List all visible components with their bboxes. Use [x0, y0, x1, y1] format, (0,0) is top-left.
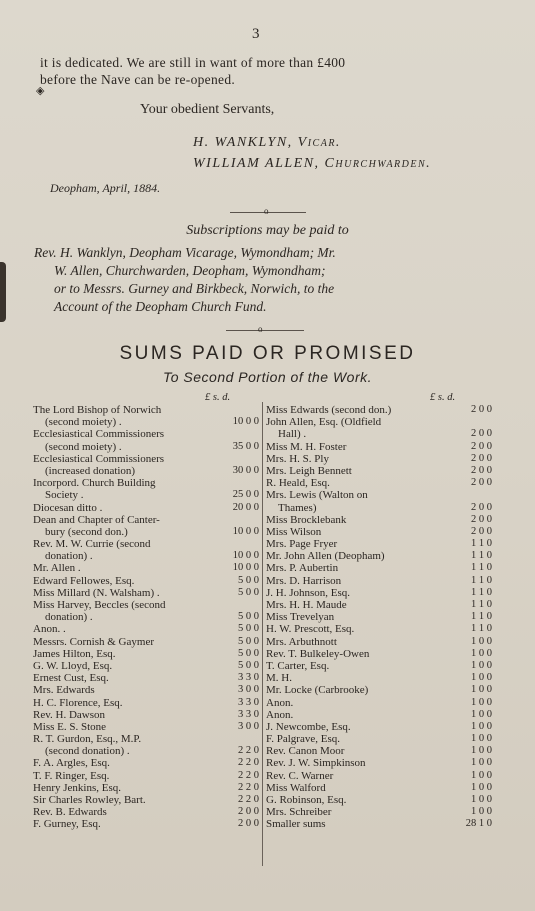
list-item — [33, 648, 261, 660]
list-item — [266, 562, 494, 574]
subscriber-name: G. Robinson, Esq. — [266, 794, 347, 806]
subscriber-name: Mrs. Arbuthnott — [266, 635, 337, 648]
subscriber-name: Miss Harvey, Beccles (second — [33, 599, 166, 611]
subscription-amount: 25 0 0 — [232, 489, 259, 501]
list-item — [33, 757, 261, 769]
subscription-amount: 2 2 0 — [238, 757, 259, 769]
list-item — [266, 745, 494, 757]
list-item — [266, 648, 494, 660]
subscription-amount: 3 3 0 — [238, 708, 259, 720]
subscription-amount: 2 0 0 — [238, 818, 259, 830]
signatory-churchwarden: WILLIAM ALLEN, Churchwarden. — [193, 156, 432, 171]
subscriber-name: F. Gurney, Esq. — [33, 818, 101, 831]
subscription-amount: 5 0 0 — [238, 586, 259, 598]
subscriber-name: Rev. J. W. Simpkinson — [266, 757, 366, 770]
subscriptions-line-3: W. Allen, Churchwarden, Deopham, Wymondham; — [54, 263, 326, 278]
subscriber-name: Anon. — [266, 708, 294, 721]
subscriber-name: Henry Jenkins, Esq. — [33, 781, 121, 794]
subscriber-name: Sir Charles Rowley, Bart. — [33, 794, 146, 806]
subscription-amount: 3 3 0 — [238, 672, 259, 684]
subscriber-name: donation) . — [45, 611, 93, 624]
subscription-amount: 5 0 0 — [238, 647, 259, 659]
subscriber-name: Mrs. Edwards — [33, 684, 95, 697]
subscription-amount: 10 0 0 — [232, 416, 259, 428]
subscriber-name: Ernest Cust, Esq. — [33, 672, 109, 685]
list-item — [33, 636, 261, 648]
subscription-amount: 2 0 0 — [238, 806, 259, 818]
subscriber-name: Ecclesiastical Commissioners — [33, 428, 165, 441]
list-item — [33, 538, 261, 550]
subscriber-name: Mrs. Leigh Bennett — [266, 464, 352, 477]
subscriber-name: J. H. Johnson, Esq. — [266, 586, 351, 599]
list-item — [266, 794, 494, 806]
divider-ornament-2: o — [258, 324, 263, 334]
list-item — [33, 514, 261, 526]
list-item — [266, 636, 494, 648]
section-heading: SUMS PAID OR PROMISED — [119, 343, 416, 364]
subscriber-name: bury (second don.) — [45, 525, 128, 538]
intro-line-2: before the Nave can be re-opened. — [40, 72, 236, 87]
subscriber-name: Mrs. H. S. Ply — [266, 452, 329, 465]
list-item — [266, 721, 494, 733]
closing-salutation: Your obedient Servants, — [140, 102, 275, 117]
subscriptions-line-5: Account of the Deopham Church Fund. — [54, 299, 267, 314]
subscriber-name: (second moiety) . — [45, 416, 122, 429]
subscription-amount: 2 2 0 — [238, 769, 259, 781]
list-item — [266, 441, 494, 453]
subscriber-name: Mr. Allen . — [33, 562, 81, 575]
subscriber-name: Rev. B. Edwards — [33, 806, 107, 819]
subscription-amount: 28 1 0 — [465, 818, 492, 830]
list-item — [33, 794, 261, 806]
subscriber-name: Messrs. Cornish & Gaymer — [33, 635, 154, 648]
list-item — [33, 489, 261, 501]
list-item — [266, 502, 494, 514]
subscription-amount: 10 0 0 — [232, 525, 259, 537]
subscriber-name: Miss E. S. Stone — [33, 720, 107, 733]
list-item — [266, 684, 494, 696]
list-item — [266, 660, 494, 672]
subscription-amount: 1 0 0 — [471, 757, 492, 769]
subscription-amount: 5 0 0 — [238, 635, 259, 647]
list-item — [33, 721, 261, 733]
subscriber-name: Diocesan ditto . — [33, 501, 103, 514]
subscriber-name: Miss Edwards (second don.) — [266, 404, 392, 416]
list-item — [266, 818, 494, 830]
list-item — [33, 770, 261, 782]
subscription-amount: 1 1 0 — [471, 562, 492, 574]
subscriber-name: Society . — [45, 489, 84, 502]
subscriber-name: T. Carter, Esq. — [266, 659, 330, 672]
subscription-amount: 1 0 0 — [471, 733, 492, 745]
subscription-amount: 1 1 0 — [471, 586, 492, 598]
list-item — [266, 575, 494, 587]
subscription-amount: 1 1 0 — [471, 599, 492, 610]
subscriber-name: R. Heald, Esq. — [266, 477, 330, 490]
subscription-amount: 2 0 0 — [471, 440, 492, 452]
intro-line-1: it is dedicated. We are still in want of more than £400 — [40, 55, 346, 70]
subscription-amount: 2 0 0 — [471, 464, 492, 476]
list-item — [266, 709, 494, 721]
right-subscriber-column — [266, 404, 494, 831]
subscriber-name: Mrs. Page Fryer — [266, 538, 338, 551]
subscription-amount: 5 0 0 — [238, 574, 259, 586]
list-item — [33, 587, 261, 599]
list-item — [266, 428, 494, 440]
subscription-amount: 2 2 0 — [238, 781, 259, 793]
subscriber-name: Rev. M. W. Currie (second — [33, 538, 151, 551]
list-item — [266, 623, 494, 635]
subscription-amount: 2 0 0 — [471, 513, 492, 525]
list-item — [266, 538, 494, 550]
subscription-amount: 35 0 0 — [232, 440, 259, 452]
list-item — [33, 526, 261, 538]
list-item — [266, 477, 494, 489]
list-item — [266, 733, 494, 745]
list-item — [33, 441, 261, 453]
subscriber-name: Mr. Locke (Carbrooke) — [266, 684, 369, 697]
subscriber-name: James Hilton, Esq. — [33, 647, 116, 660]
list-item — [33, 660, 261, 672]
list-item — [266, 770, 494, 782]
subscriber-name: G. W. Lloyd, Esq. — [33, 659, 113, 672]
subscriber-name: (second moiety) . — [45, 440, 122, 453]
subscription-amount: 2 2 0 — [238, 794, 259, 805]
list-item — [33, 782, 261, 794]
subscriber-name: Anon. . — [33, 623, 66, 636]
list-item — [266, 526, 494, 538]
subscriptions-line-2: Rev. H. Wanklyn, Deopham Vicarage, Wymondham; Mr. — [34, 245, 336, 260]
subscription-amount: 2 0 0 — [471, 404, 492, 415]
list-item — [266, 782, 494, 794]
subscriber-name: Miss M. H. Foster — [266, 440, 347, 453]
subscriber-name: Mrs. Schreiber — [266, 806, 332, 819]
subscriber-name: M. H. — [266, 672, 292, 685]
subscription-amount: 1 1 0 — [471, 623, 492, 635]
list-item — [33, 818, 261, 830]
list-item — [266, 453, 494, 465]
list-item — [266, 587, 494, 599]
divider-rule-2 — [226, 330, 304, 331]
list-item — [266, 599, 494, 611]
subscriber-name: Miss Trevelyan — [266, 611, 335, 624]
subscriber-name: Edward Fellowes, Esq. — [33, 574, 135, 587]
list-item — [33, 562, 261, 574]
subscriptions-line-4: or to Messrs. Gurney and Birkbeck, Norwich, to the — [54, 281, 335, 296]
subscriber-name: H. W. Prescott, Esq. — [266, 623, 355, 636]
list-item — [266, 404, 494, 416]
list-item — [33, 684, 261, 696]
subscription-amount: 1 0 0 — [471, 806, 492, 818]
subscription-amount: 1 0 0 — [471, 684, 492, 696]
subscriber-name: Anon. — [266, 696, 294, 709]
subscriber-name: Hall) . — [278, 428, 307, 441]
subscriber-name: H. C. Florence, Esq. — [33, 696, 123, 709]
subscriber-name: Miss Walford — [266, 781, 326, 794]
binding-edge — [0, 262, 6, 322]
subscription-amount: 2 0 0 — [471, 452, 492, 464]
list-item — [33, 416, 261, 428]
list-item — [33, 611, 261, 623]
list-item — [33, 672, 261, 684]
list-item — [266, 697, 494, 709]
list-item — [266, 416, 494, 428]
subscription-amount: 1 0 0 — [471, 781, 492, 793]
page-number: 3 — [252, 26, 260, 42]
list-item — [33, 453, 261, 465]
subscription-amount: 2 0 0 — [471, 428, 492, 440]
subscriber-name: Rev. C. Warner — [266, 769, 334, 782]
subscription-amount: 2 0 0 — [471, 525, 492, 537]
subscriber-name: T. F. Ringer, Esq. — [33, 769, 110, 782]
subscription-amount: 1 0 0 — [471, 659, 492, 671]
list-item — [33, 477, 261, 489]
list-item — [266, 550, 494, 562]
subscriber-name: John Allen, Esq. (Oldfield — [266, 416, 382, 429]
list-item — [33, 709, 261, 721]
subscription-amount: 1 0 0 — [471, 720, 492, 732]
subscriber-name: Dean and Chapter of Canter- — [33, 513, 160, 526]
list-item — [266, 672, 494, 684]
list-item — [266, 465, 494, 477]
subscription-amount: 3 0 0 — [238, 684, 259, 696]
subscription-amount: 3 0 0 — [238, 720, 259, 732]
subscription-amount: 2 2 0 — [238, 745, 259, 757]
subscriber-name: The Lord Bishop of Norwich — [33, 404, 162, 416]
subscription-amount: 1 1 0 — [471, 574, 492, 586]
list-item — [33, 599, 261, 611]
subscription-amount: 1 1 0 — [471, 611, 492, 623]
subscriber-name: Incorpord. Church Building — [33, 477, 156, 490]
list-item — [33, 697, 261, 709]
list-item — [33, 404, 261, 416]
subscription-amount: 3 3 0 — [238, 696, 259, 708]
left-subscriber-column — [33, 404, 261, 831]
list-item — [33, 623, 261, 635]
subscriber-name: Rev. T. Bulkeley-Owen — [266, 647, 370, 660]
subscriber-name: Ecclesiastical Commissioners — [33, 452, 165, 465]
ink-mark: ◈ — [36, 85, 45, 97]
subscriber-name: Mrs. Lewis (Walton on — [266, 489, 368, 502]
subscription-amount: 1 0 0 — [471, 708, 492, 720]
list-item — [33, 428, 261, 440]
subscriber-name: Miss Millard (N. Walsham) . — [33, 586, 160, 599]
subscriber-name: donation) . — [45, 550, 93, 563]
subscriber-name: Rev. Canon Moor — [266, 745, 345, 758]
subscription-amount: 1 0 0 — [471, 635, 492, 647]
subscriber-name: Rev. H. Dawson — [33, 708, 105, 721]
subscriber-name: Mr. John Allen (Deopham) — [266, 550, 385, 563]
currency-header-right: £ s. d. — [430, 392, 456, 403]
subscriber-name: Miss Brocklebank — [266, 513, 347, 526]
section-subheading: To Second Portion of the Work. — [162, 369, 373, 385]
list-item — [266, 806, 494, 818]
list-item — [266, 757, 494, 769]
subscription-amount: 1 0 0 — [471, 672, 492, 684]
subscription-amount: 10 0 0 — [232, 562, 259, 574]
column-divider — [262, 402, 263, 866]
subscriber-name: R. T. Gurdon, Esq., M.P. — [33, 733, 142, 746]
subscription-amount: 5 0 0 — [238, 611, 259, 623]
list-item — [266, 489, 494, 501]
subscriber-name: F. Palgrave, Esq. — [266, 733, 340, 746]
list-item — [266, 514, 494, 526]
subscription-amount: 1 1 0 — [471, 550, 492, 562]
subscriber-name: Mrs. H. H. Maude — [266, 599, 347, 611]
subscription-amount: 5 0 0 — [238, 623, 259, 635]
subscription-amount: 1 0 0 — [471, 794, 492, 805]
subscriber-name: Miss Wilson — [266, 525, 322, 538]
list-item — [33, 575, 261, 587]
subscriptions-title: Subscriptions may be paid to — [186, 223, 349, 238]
subscription-amount: 5 0 0 — [238, 659, 259, 671]
subscriber-name: F. A. Argles, Esq. — [33, 757, 110, 770]
list-item — [266, 611, 494, 623]
subscription-amount: 30 0 0 — [232, 464, 259, 476]
list-item — [33, 733, 261, 745]
subscription-amount: 1 0 0 — [471, 647, 492, 659]
list-item — [33, 806, 261, 818]
subscriber-name: Mrs. D. Harrison — [266, 574, 342, 587]
list-item — [33, 745, 261, 757]
currency-header-left: £ s. d. — [205, 392, 231, 403]
signatory-vicar: H. WANKLYN, Vicar. — [193, 135, 341, 150]
list-item — [33, 465, 261, 477]
subscription-amount: 1 0 0 — [471, 696, 492, 708]
subscriber-name: (increased donation) — [45, 464, 136, 477]
list-item — [33, 550, 261, 562]
subscriber-name: Mrs. P. Aubertin — [266, 562, 339, 575]
subscription-amount: 2 0 0 — [471, 501, 492, 513]
place-date: Deopham, April, 1884. — [50, 181, 161, 195]
list-item — [33, 502, 261, 514]
subscriber-name: Smaller sums — [266, 818, 326, 831]
subscription-amount: 1 0 0 — [471, 745, 492, 757]
subscription-amount: 1 1 0 — [471, 538, 492, 550]
subscriber-name: Thames) — [278, 501, 317, 514]
divider-ornament: o — [264, 206, 269, 216]
subscription-amount: 10 0 0 — [232, 550, 259, 562]
subscription-amount: 2 0 0 — [471, 477, 492, 489]
subscription-amount: 20 0 0 — [232, 501, 259, 513]
subscriber-name: J. Newcombe, Esq. — [266, 720, 351, 733]
subscription-amount: 1 0 0 — [471, 769, 492, 781]
subscriber-name: (second donation) . — [45, 745, 130, 758]
